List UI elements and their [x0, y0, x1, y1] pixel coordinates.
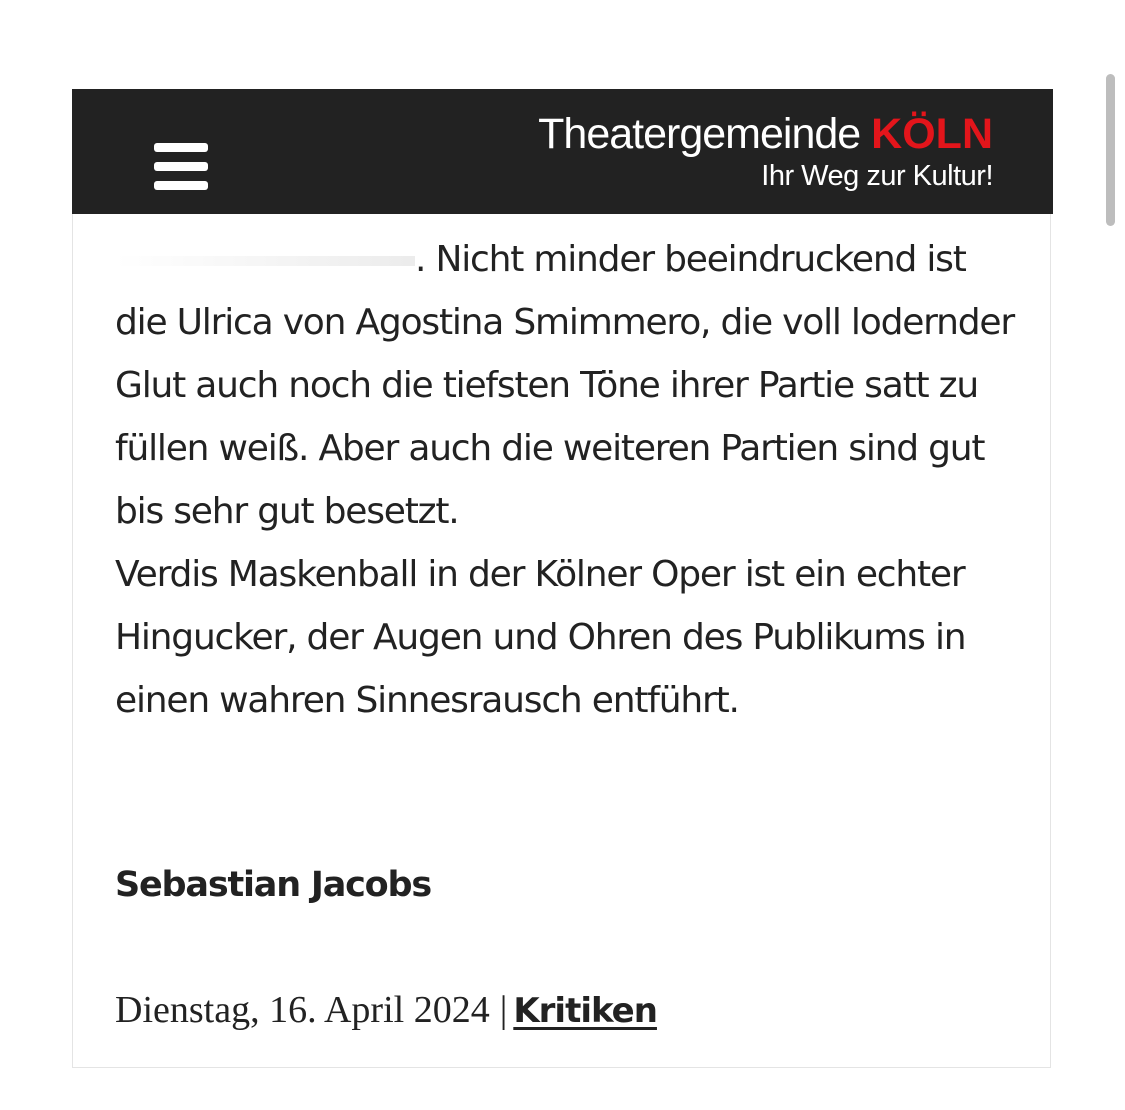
scrollbar-thumb[interactable] [1106, 74, 1115, 226]
article-paragraph: Verdis Maskenball in der Kölner Oper ist ein echter Hingucker, der Augen und Ohren des Publikums in einen wahren Sinnesrausch entführt. [115, 554, 966, 721]
meta-separator: | [499, 989, 508, 1031]
article-meta [115, 982, 657, 1039]
publish-date: Dienstag, 16. April 2024 [115, 989, 490, 1031]
hamburger-menu-icon[interactable] [154, 143, 208, 191]
category-link[interactable]: Kritiken [513, 991, 657, 1031]
site-logo[interactable] [538, 109, 993, 193]
logo-title [538, 109, 993, 159]
article-paragraph-text: . Nicht minder beeindruckend ist die Ulrica von Agostina Smimmero, die voll lodernder Glut auch noch die tiefsten Töne ihrer Partie satt zu füllen weiß. Aber auch die weiteren Partien sind gut bis sehr gut besetzt. [115, 239, 1014, 532]
menu-bar [154, 162, 208, 171]
article-body [115, 228, 1025, 732]
menu-bar [154, 143, 208, 152]
site-header [72, 89, 1053, 214]
faded-text-fragment [115, 256, 415, 266]
article-author: Sebastian Jacobs [115, 865, 432, 905]
logo-brand-name: Theatergemeinde [538, 110, 861, 158]
article-paragraph [115, 228, 1025, 543]
menu-bar [154, 181, 208, 190]
logo-city: KÖLN [871, 110, 993, 158]
logo-tagline: Ihr Weg zur Kultur! [761, 160, 993, 192]
